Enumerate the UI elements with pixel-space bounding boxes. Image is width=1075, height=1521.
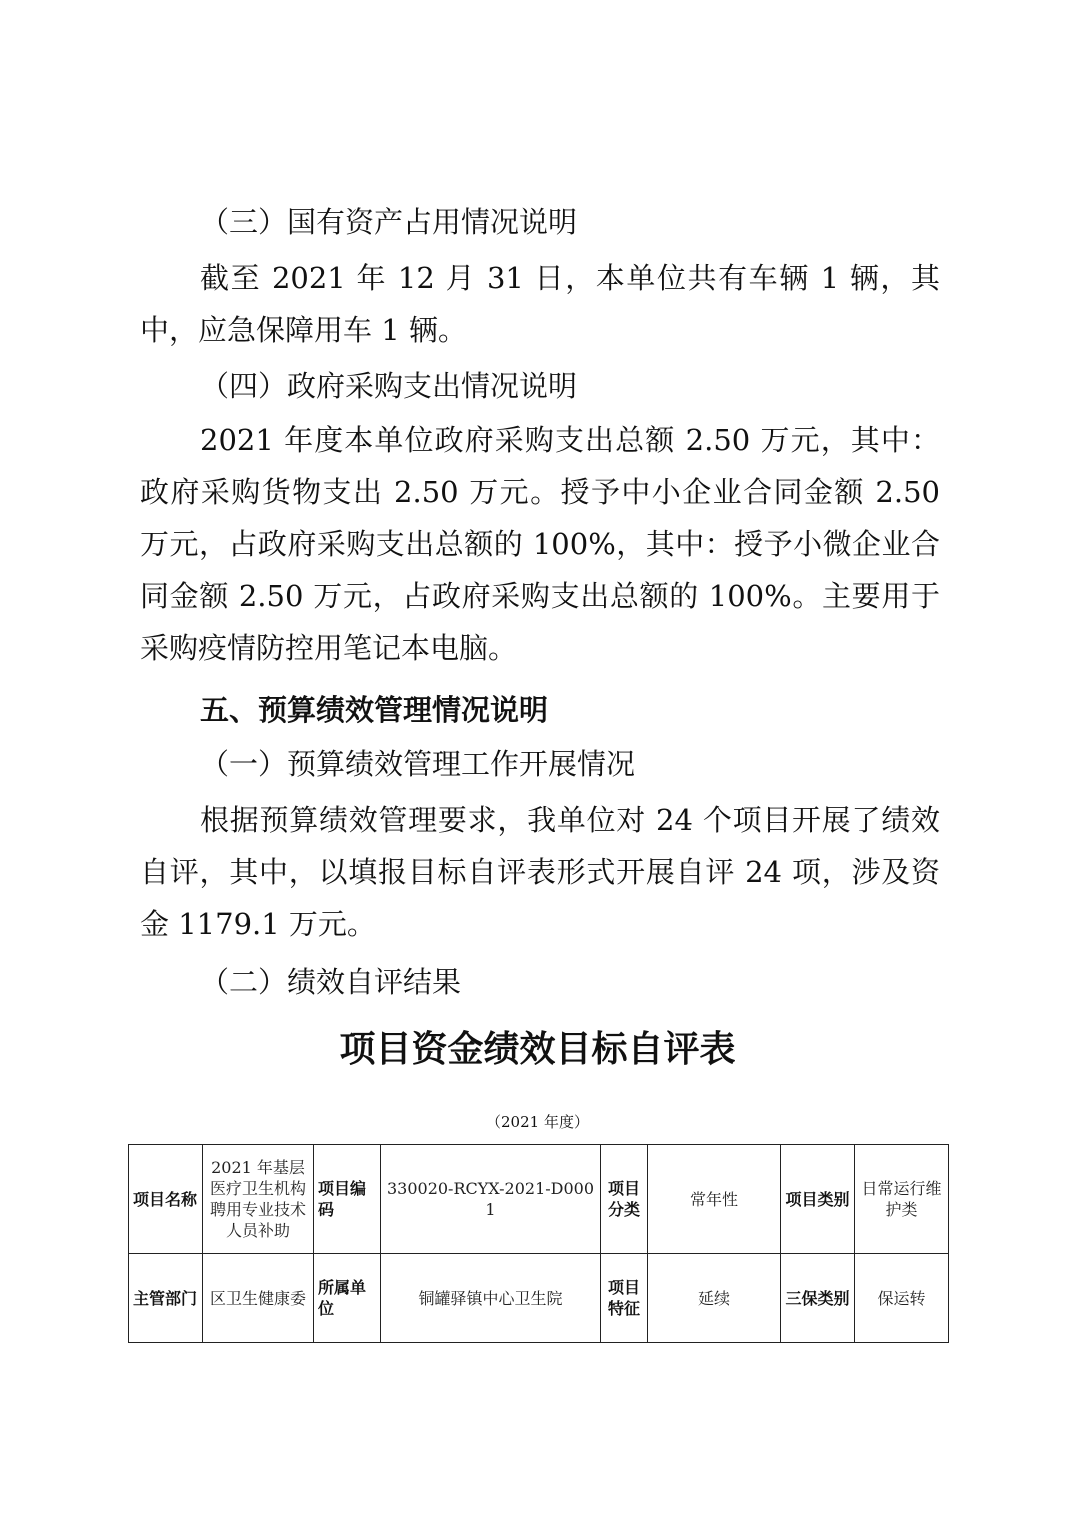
evaluation-table <box>128 1144 949 1343</box>
project-type-value: 日常运行维护类 <box>855 1145 949 1254</box>
project-feature-value: 延续 <box>648 1254 781 1343</box>
project-name-value: 2021 年基层医疗卫生机构聘用专业技术人员补助 <box>203 1145 314 1254</box>
affiliated-unit-value: 铜罐驿镇中心卫生院 <box>381 1254 601 1343</box>
project-feature-label: 项目特征 <box>601 1254 648 1343</box>
section-5-1-heading: （一）预算绩效管理工作开展情况 <box>200 747 636 781</box>
section-5-2-heading: （二）绩效自评结果 <box>200 965 462 999</box>
supervising-dept-value: 区卫生健康委 <box>203 1254 314 1343</box>
project-category-value: 常年性 <box>648 1145 781 1254</box>
section-4-heading: （四）政府采购支出情况说明 <box>200 369 578 403</box>
sanbao-category-label: 三保类别 <box>781 1254 855 1343</box>
section-4-paragraph: 2021 年度本单位政府采购支出总额 2.50 万元，其中：政府采购货物支出 2.50 万元。授予中小企业合同金额 2.50 万元，占政府采购支出总额的 100%，其中：授予小微企业合同金额 2.50 万元，占政府采购支出总额的 100%。主要用于采购疫情防控用笔记本电脑。 <box>140 423 940 665</box>
sanbao-category-value: 保运转 <box>855 1254 949 1343</box>
table-row <box>129 1254 949 1343</box>
project-name-label: 项目名称 <box>129 1145 203 1254</box>
project-code-label: 项目编码 <box>314 1145 381 1254</box>
section-5-1-paragraph: 根据预算绩效管理要求，我单位对 24 个项目开展了绩效自评，其中，以填报目标自评表形式开展自评 24 项，涉及资金 1179.1 万元。 <box>140 803 940 941</box>
section-3-heading: （三）国有资产占用情况说明 <box>200 205 578 239</box>
section-3-paragraph: 截至 2021 年 12 月 31 日，本单位共有车辆 1 辆，其中，应急保障用车 1 辆。 <box>140 261 940 347</box>
project-type-label: 项目类别 <box>781 1145 855 1254</box>
supervising-dept-label: 主管部门 <box>129 1254 203 1343</box>
table-year: （2021 年度） <box>486 1113 589 1131</box>
project-code-value: 330020-RCYX-2021-D0001 <box>381 1145 601 1254</box>
affiliated-unit-label: 所属单位 <box>314 1254 381 1343</box>
project-category-label: 项目分类 <box>601 1145 648 1254</box>
section-5-heading: 五、预算绩效管理情况说明 <box>200 693 549 727</box>
table-row <box>129 1145 949 1254</box>
table-title: 项目资金绩效目标自评表 <box>339 1029 736 1070</box>
